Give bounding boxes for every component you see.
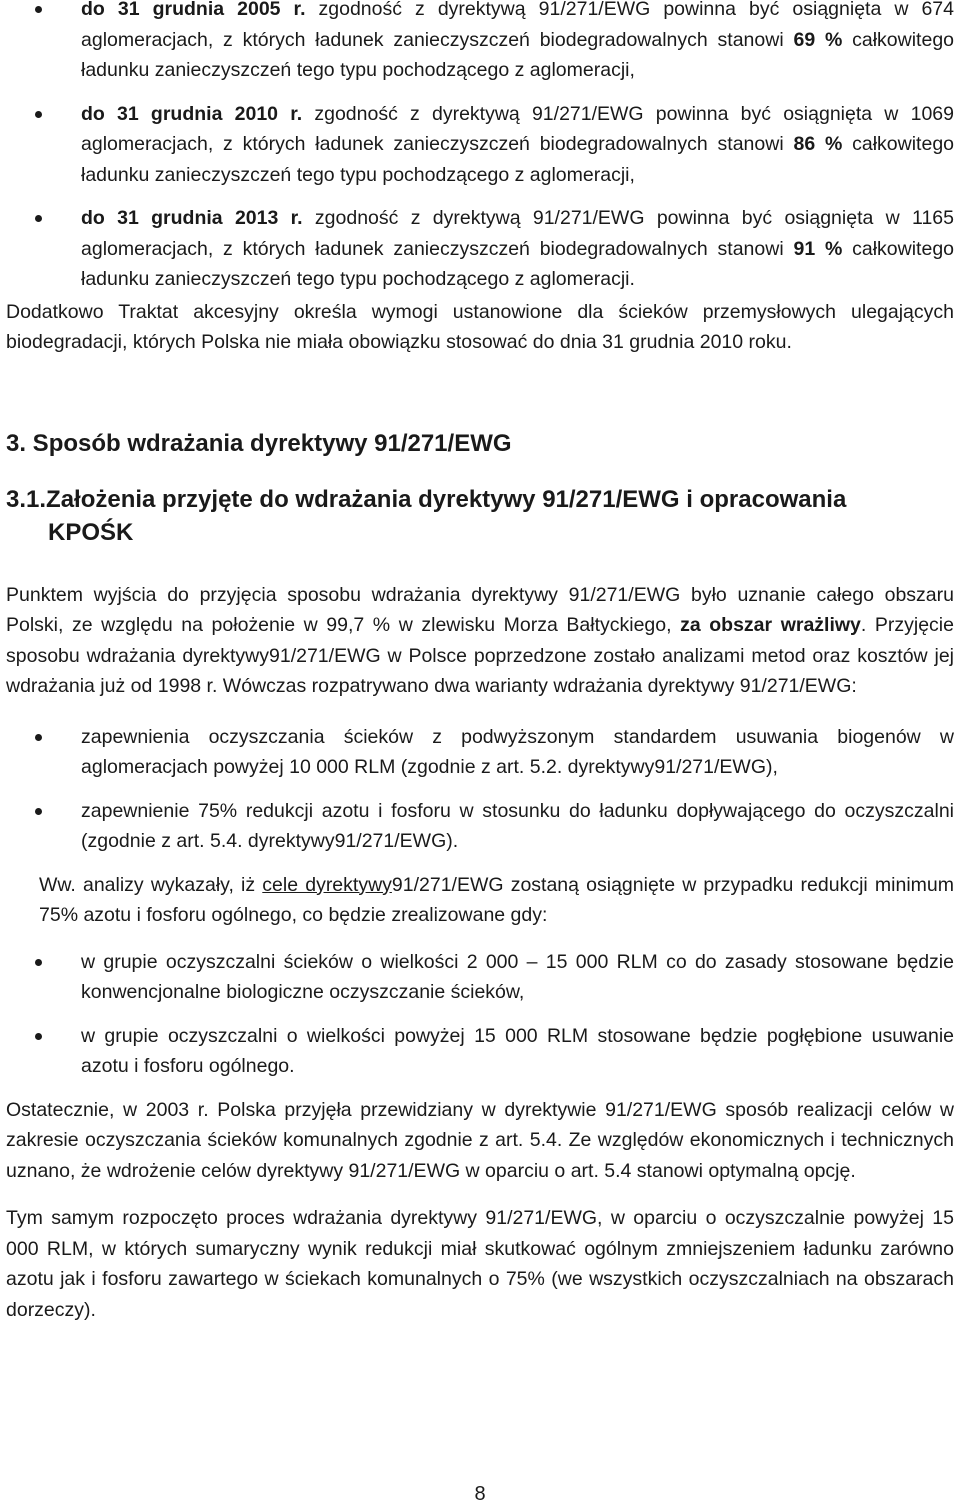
emphasis-text: za obszar wrażliwy	[680, 614, 861, 636]
bullet-icon	[35, 111, 42, 118]
bullet-icon	[35, 959, 42, 966]
list-item	[6, 947, 954, 1008]
final-decision-paragraph: Ostatecznie, w 2003 r. Polska przyjęła przewidziany w dyrektywie 91/271/EWG sposób realizacji celów w zakresie oczyszczania ścieków komunalnych zgodnie z art. 5.4. Ze względów ekonomicznych i technicznych uznano, że wdrożenie celów dyrektywy 91/271/EWG w oparciu o art. 5.4 stanowi optymalną opcję.	[6, 1098, 954, 1182]
bullet-icon	[35, 808, 42, 815]
list-item-text: w grupie oczyszczalni o wielkości powyżej 15 000 RLM stosowane będzie pogłębione usuwanie azotu i fosforu ogólnego.	[81, 1024, 954, 1077]
list-item	[6, 796, 954, 857]
bullet-icon	[35, 1033, 42, 1040]
variant-list	[6, 722, 954, 857]
list-item-text: całkowitego ładunku zanieczyszczeń tego typu pochodzącego z aglomeracji,	[81, 28, 955, 81]
load-percentage: 86 %	[793, 133, 843, 155]
list-item-text: całkowitego ładunku zanieczyszczeń tego typu pochodzącego z aglomeracji.	[81, 237, 955, 290]
deadline-date: do 31 grudnia 2005 r.	[81, 0, 306, 20]
process-paragraph: Tym samym rozpoczęto proces wdrażania dyrektywy 91/271/EWG, w oparciu o oczyszczalnie powyżej 15 000 RLM, w których sumaryczny wynik redukcji miał skutkować ogólnym zmniejszeniem ładunku zarówno azotu jak i fosforu zawartego w ściekach komunalnych o 75% (we wszystkich oczyszczalniach na obszarach dorzeczy).	[6, 1207, 954, 1321]
deadline-list	[6, 0, 954, 295]
list-item	[6, 1021, 954, 1082]
starting-point-paragraph	[6, 580, 954, 702]
list-item	[6, 722, 954, 783]
deadline-date: do 31 grudnia 2010 r.	[81, 102, 303, 125]
subsection-heading	[6, 483, 954, 549]
page-content	[6, 0, 954, 1325]
analysis-paragraph	[39, 870, 954, 931]
subsection-heading-line: KPOŚK	[48, 518, 134, 546]
list-item-text: zgodność z dyrektywą 91/271/EWG powinna być osiągnięta w 1165 aglomeracjach, z których ładunek zanieczyszczeń biodegradowalnych stanowi	[81, 207, 954, 260]
list-item-text: zapewnienia oczyszczania ścieków z podwyższonym standardem usuwania biogenów w aglomeracjach powyżej 10 000 RLM (zgodnie z art. 5.2. dyrektywy91/271/EWG),	[81, 725, 954, 778]
list-item	[6, 99, 954, 191]
list-item-text: zgodność z dyrektywą 91/271/EWG powinna być osiągnięta w 674 aglomeracjach, z których ładunek zanieczyszczeń biodegradowalnych stanowi	[81, 0, 954, 51]
subsection-heading-line: 3.1.Założenia przyjęte do wdrażania dyrektywy 91/271/EWG i opracowania	[6, 485, 847, 513]
accession-paragraph: Dodatkowo Traktat akcesyjny określa wymogi ustanowione dla ścieków przemysłowych ulegających biodegradacji, których Polska nie miała obowiązku stosować do dnia 31 grudnia 2010 roku.	[6, 300, 954, 353]
bullet-icon	[35, 215, 42, 222]
paragraph-text: Punktem wyjścia do przyjęcia sposobu wdrażania dyrektywy 91/271/EWG było uznanie całego obszaru Polski, ze względu na położenie w 99,7 % w zlewisku Morza Bałtyckiego,	[6, 583, 954, 636]
list-item-text: zapewnienie 75% redukcji azotu i fosforu w stosunku do ładunku dopływającego do oczyszczalni (zgodnie z art. 5.4. dyrektywy91/271/EWG).	[81, 799, 954, 852]
list-item-text: całkowitego ładunku zanieczyszczeń tego typu pochodzącego z aglomeracji,	[81, 133, 955, 186]
bullet-icon	[35, 734, 42, 741]
list-item-text: w grupie oczyszczalni ścieków o wielkości 2 000 – 15 000 RLM co do zasady stosowane będzie konwencjonalne biologiczne oczyszczanie ścieków,	[81, 950, 954, 1003]
list-item-text: zgodność z dyrektywą 91/271/EWG powinna być osiągnięta w 1069 aglomeracjach, z których ładunek zanieczyszczeń biodegradowalnych stanowi	[81, 102, 954, 155]
section-heading: 3. Sposób wdrażania dyrektywy 91/271/EWG	[6, 429, 512, 457]
plant-group-list	[6, 947, 954, 1082]
underlined-text: cele dyrektywy	[262, 873, 392, 896]
paragraph-text: . Przyjęcie sposobu wdrażania dyrektywy91/271/EWG w Polsce poprzedzone zostało analizami metod oraz kosztów jej wdrażania już od 1998 r. Wówczas rozpatrywano dwa warianty wdrażania dyrektywy 91/271/EWG:	[6, 614, 954, 697]
paragraph-text: 91/271/EWG zostaną osiągnięte w przypadku redukcji minimum 75% azotu i fosforu ogólnego, co będzie zrealizowane gdy:	[39, 873, 954, 926]
bullet-icon	[35, 6, 42, 13]
paragraph-text: Ww. analizy wykazały, iż	[39, 873, 263, 896]
page-number: 8	[474, 1483, 486, 1505]
list-item	[6, 203, 954, 295]
deadline-date: do 31 grudnia 2013 r.	[81, 207, 303, 229]
list-item	[6, 0, 954, 86]
load-percentage: 91 %	[793, 237, 843, 260]
load-percentage: 69 %	[793, 28, 843, 51]
